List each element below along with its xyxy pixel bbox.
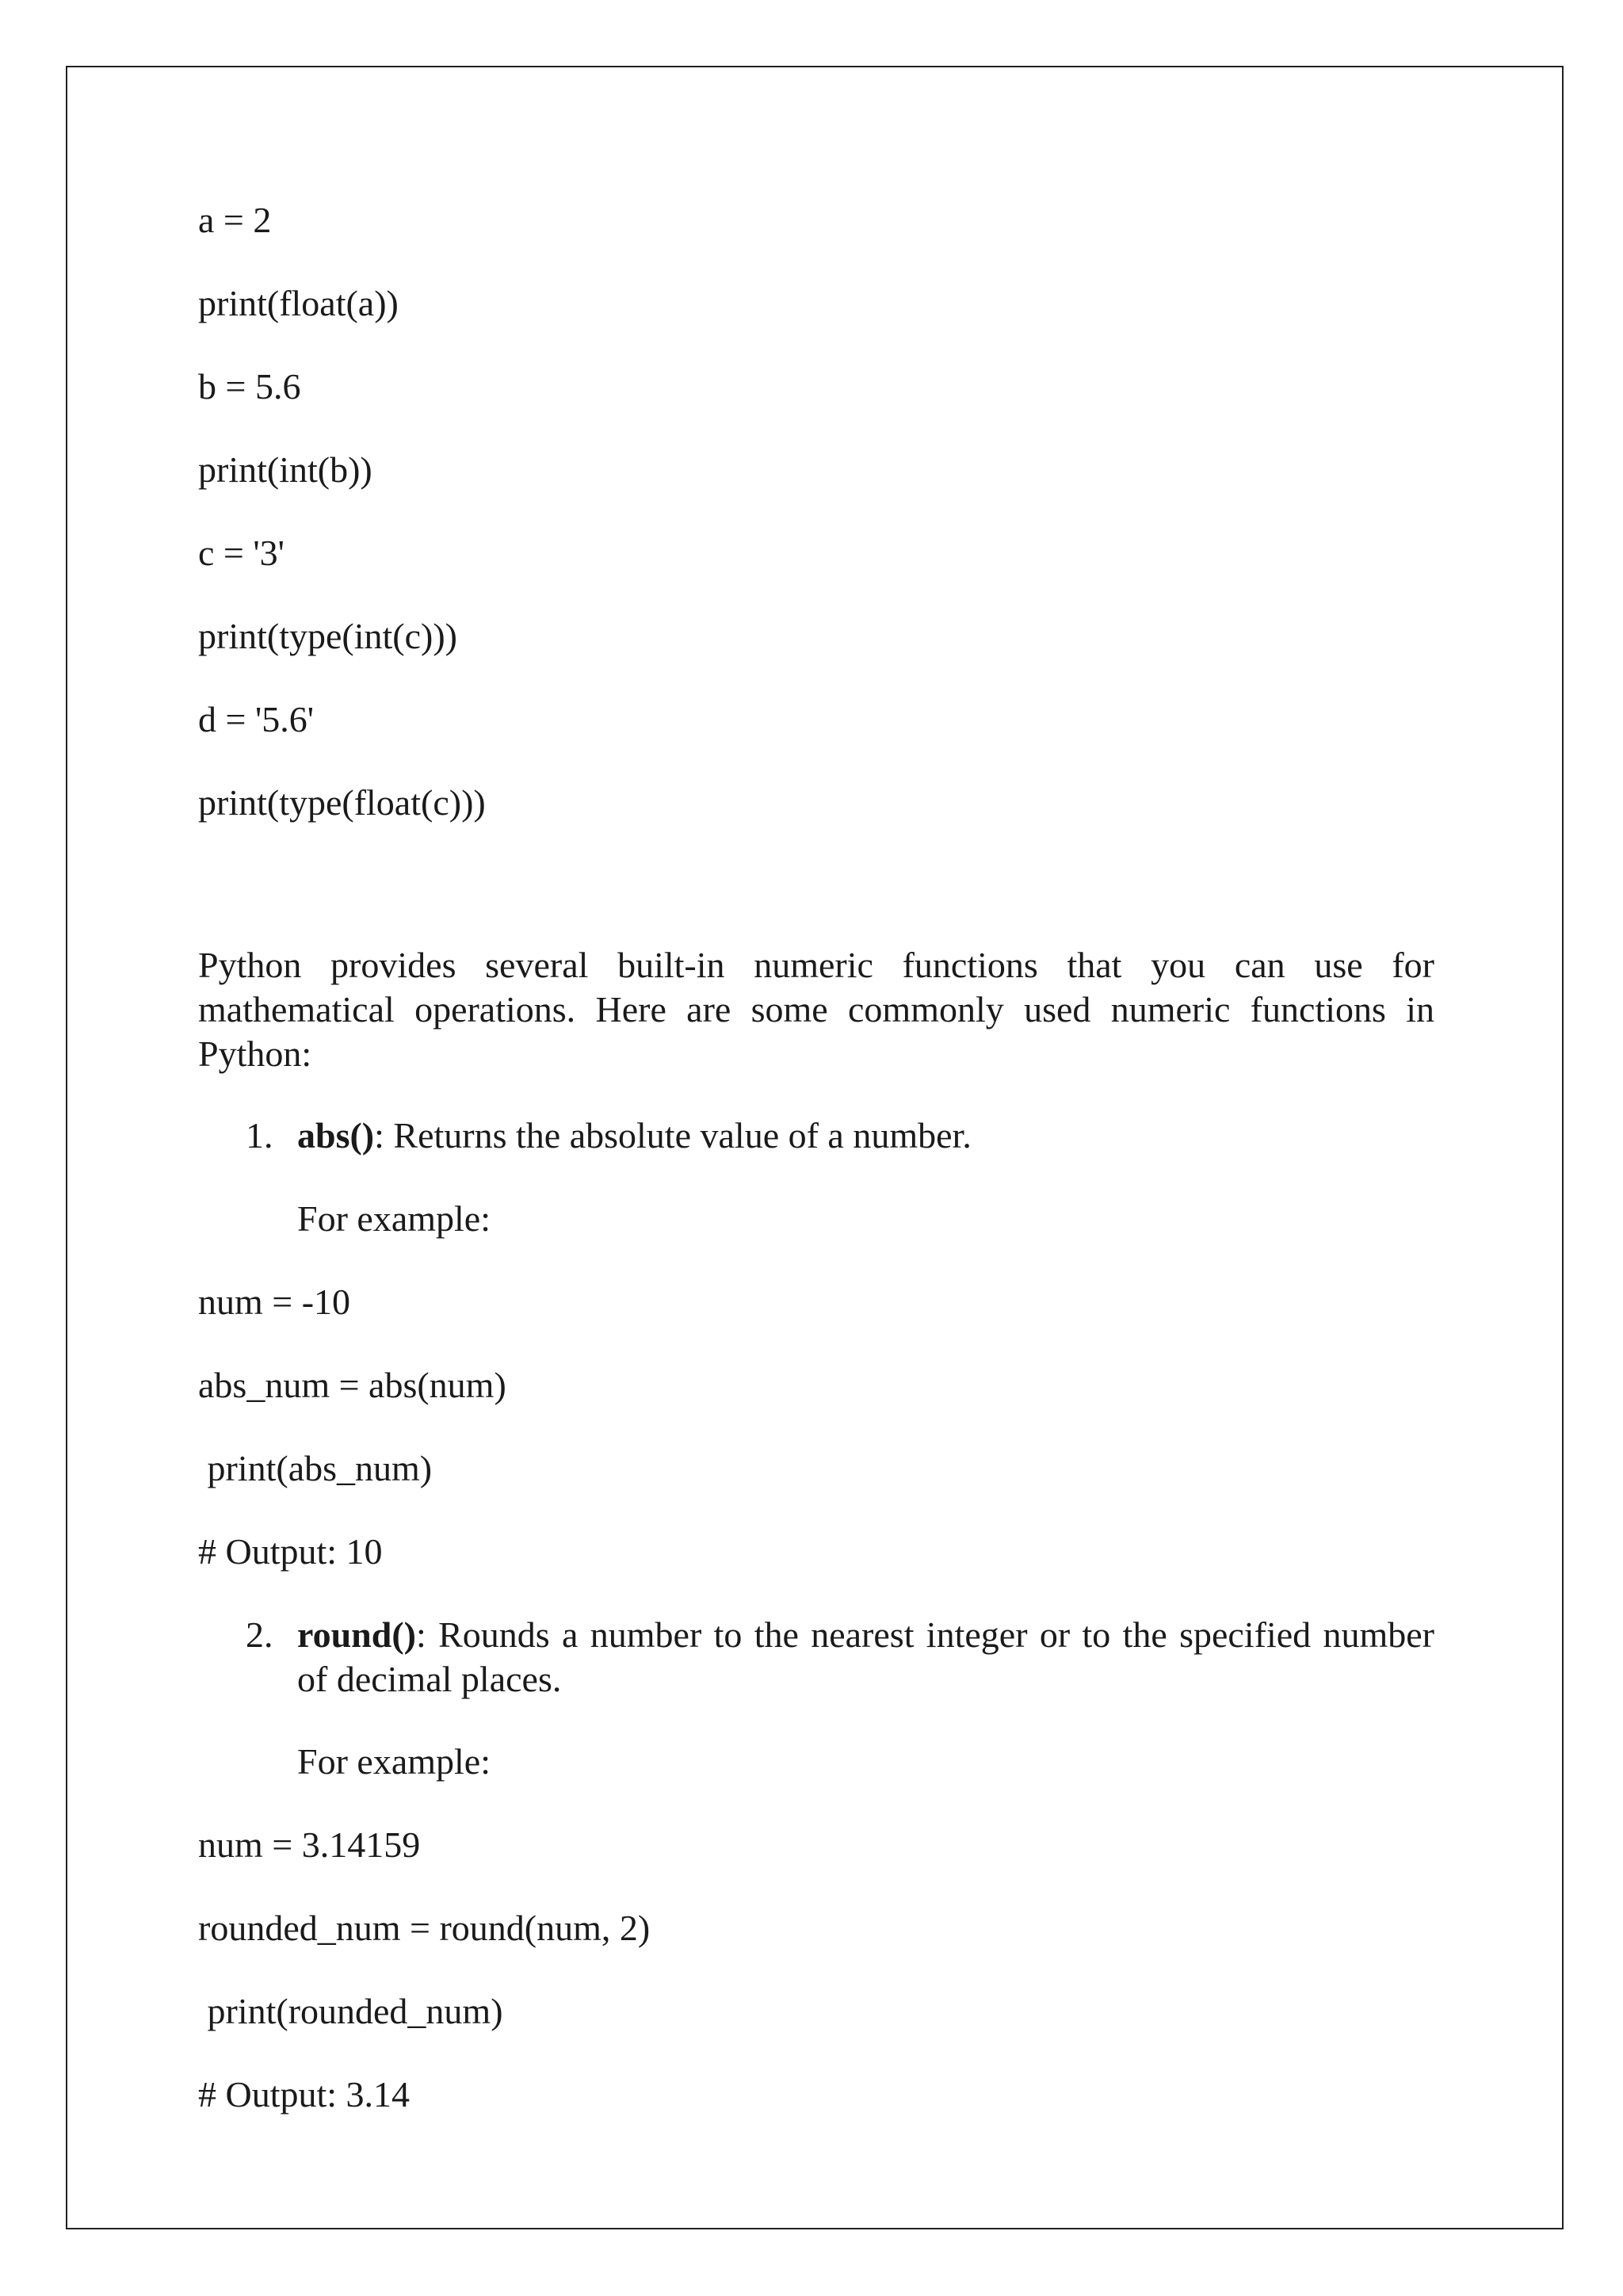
- code-line: c = '3': [198, 533, 285, 573]
- list-number: 2.: [246, 1614, 273, 1655]
- code-line: print(type(float(c))): [198, 782, 486, 823]
- code-line: num = -10: [198, 1282, 351, 1322]
- list-item-abs: [246, 1114, 1434, 1158]
- code-line: d = '5.6': [198, 699, 315, 739]
- function-name: round(): [297, 1614, 416, 1655]
- function-description: : Rounds a number to the nearest integer or to the specified number of decimal places.: [297, 1614, 1434, 1699]
- code-line: rounded_num = round(num, 2): [198, 1908, 651, 1948]
- intro-paragraph: Python provides several built-in numeric functions that you can use for mathematical operations. Here are some commonly used numeric functions in Python:: [198, 945, 1434, 1074]
- code-line: print(int(b)): [198, 449, 372, 490]
- code-line: abs_num = abs(num): [198, 1365, 506, 1405]
- code-line: num = 3.14159: [198, 1824, 421, 1865]
- list-item-round: [246, 1613, 1434, 1702]
- list-item-text: [297, 1114, 1434, 1158]
- code-line: print(type(int(c))): [198, 616, 457, 656]
- code-line: print(abs_num): [198, 1448, 433, 1488]
- function-name: abs(): [297, 1115, 375, 1156]
- code-line: print(rounded_num): [198, 1991, 503, 2031]
- code-comment: # Output: 3.14: [198, 2074, 411, 2115]
- code-line: print(float(a)): [198, 283, 399, 323]
- function-description: : Returns the absolute value of a number.: [374, 1115, 972, 1156]
- example-label: For example:: [297, 1741, 491, 1782]
- code-comment: # Output: 10: [198, 1531, 383, 1572]
- code-line: a = 2: [198, 200, 272, 240]
- example-label: For example:: [297, 1198, 491, 1239]
- code-line: b = 5.6: [198, 366, 301, 407]
- list-number: 1.: [246, 1115, 273, 1156]
- list-item-text: [297, 1613, 1434, 1702]
